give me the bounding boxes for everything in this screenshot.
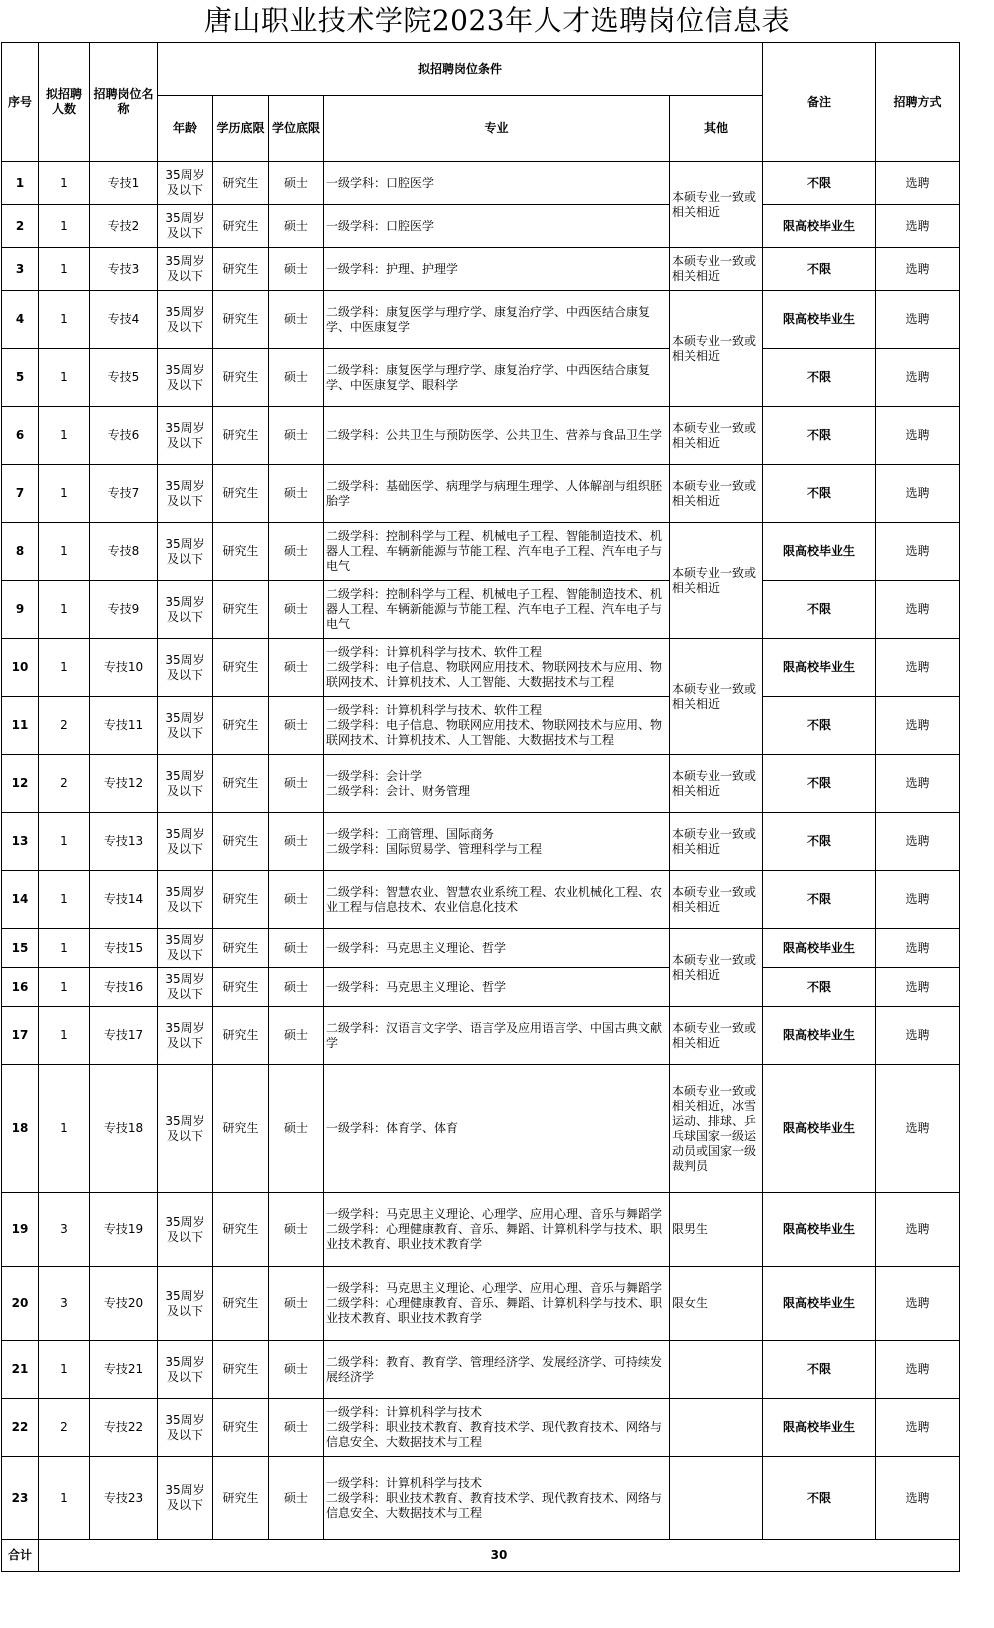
row-other: 本硕专业一致或相关相近	[670, 162, 763, 248]
table-row	[2, 248, 960, 291]
table-row	[2, 871, 960, 929]
table-row	[2, 523, 960, 581]
row-remark: 限高校毕业生	[763, 1399, 876, 1457]
row-age: 35周岁 及以下	[158, 1007, 213, 1065]
header-seq: 序号	[2, 43, 39, 162]
row-count: 1	[39, 349, 90, 407]
row-major: 一级学科：计算机科学与技术、软件工程 二级学科：电子信息、物联网应用技术、物联网技术与应用、物联网技术、计算机技术、人工智能、大数据技术与工程	[324, 697, 670, 755]
row-degree: 硕士	[269, 581, 324, 639]
row-seq: 18	[2, 1065, 39, 1193]
row-age: 35周岁 及以下	[158, 755, 213, 813]
row-other: 本硕专业一致或相关相近，冰雪运动、排球、乒乓球国家一级运动员或国家一级裁判员	[670, 1065, 763, 1193]
row-method: 选聘	[876, 523, 960, 581]
row-seq: 23	[2, 1457, 39, 1540]
row-seq: 13	[2, 813, 39, 871]
row-age: 35周岁 及以下	[158, 929, 213, 968]
row-remark: 不限	[763, 248, 876, 291]
row-count: 2	[39, 697, 90, 755]
row-remark: 限高校毕业生	[763, 639, 876, 697]
header-major: 专业	[324, 96, 670, 162]
table-row	[2, 1065, 960, 1193]
row-remark: 不限	[763, 1457, 876, 1540]
recruitment-table	[1, 42, 960, 1572]
row-post: 专技3	[90, 248, 158, 291]
row-post: 专技23	[90, 1457, 158, 1540]
table-row	[2, 291, 960, 349]
row-major: 二级学科：康复医学与理疗学、康复治疗学、中西医结合康复学、中医康复学	[324, 291, 670, 349]
row-seq: 16	[2, 968, 39, 1007]
row-method: 选聘	[876, 1399, 960, 1457]
table-row	[2, 465, 960, 523]
header-conditions: 拟招聘岗位条件	[158, 43, 763, 96]
row-post: 专技16	[90, 968, 158, 1007]
row-degree: 硕士	[269, 1267, 324, 1341]
row-count: 1	[39, 871, 90, 929]
row-remark: 不限	[763, 697, 876, 755]
row-degree: 硕士	[269, 291, 324, 349]
row-edu: 研究生	[213, 205, 269, 248]
row-count: 1	[39, 407, 90, 465]
table-row	[2, 162, 960, 205]
row-count: 1	[39, 1341, 90, 1399]
row-remark: 限高校毕业生	[763, 291, 876, 349]
row-major: 二级学科：控制科学与工程、机械电子工程、智能制造技术、机器人工程、车辆新能源与节能工程、汽车电子工程、汽车电子与电气	[324, 523, 670, 581]
table-row	[2, 929, 960, 968]
row-major: 一级学科：计算机科学与技术 二级学科：职业技术教育、教育技术学、现代教育技术、网络与信息安全、大数据技术与工程	[324, 1399, 670, 1457]
row-edu: 研究生	[213, 248, 269, 291]
row-edu: 研究生	[213, 162, 269, 205]
row-edu: 研究生	[213, 1341, 269, 1399]
row-count: 1	[39, 1065, 90, 1193]
row-edu: 研究生	[213, 523, 269, 581]
row-post: 专技7	[90, 465, 158, 523]
row-remark: 不限	[763, 349, 876, 407]
row-major: 二级学科：教育、教育学、管理经济学、发展经济学、可持续发展经济学	[324, 1341, 670, 1399]
table-row	[2, 407, 960, 465]
row-post: 专技14	[90, 871, 158, 929]
table-row	[2, 1341, 960, 1399]
row-post: 专技11	[90, 697, 158, 755]
row-major: 一级学科：马克思主义理论、心理学、应用心理、音乐与舞蹈学 二级学科：心理健康教育、音乐、舞蹈、计算机科学与技术、职业技术教育、职业技术教育学	[324, 1267, 670, 1341]
row-remark: 不限	[763, 813, 876, 871]
row-edu: 研究生	[213, 755, 269, 813]
row-age: 35周岁 及以下	[158, 349, 213, 407]
row-post: 专技5	[90, 349, 158, 407]
row-count: 1	[39, 205, 90, 248]
row-seq: 4	[2, 291, 39, 349]
row-remark: 限高校毕业生	[763, 929, 876, 968]
row-post: 专技13	[90, 813, 158, 871]
row-remark: 限高校毕业生	[763, 1007, 876, 1065]
table-row	[2, 813, 960, 871]
row-age: 35周岁 及以下	[158, 523, 213, 581]
row-other: 本硕专业一致或相关相近	[670, 291, 763, 407]
row-method: 选聘	[876, 1193, 960, 1267]
row-seq: 14	[2, 871, 39, 929]
row-seq: 11	[2, 697, 39, 755]
total-row	[2, 1540, 960, 1572]
row-method: 选聘	[876, 1341, 960, 1399]
table-row	[2, 697, 960, 755]
row-age: 35周岁 及以下	[158, 1457, 213, 1540]
row-degree: 硕士	[269, 639, 324, 697]
row-post: 专技10	[90, 639, 158, 697]
row-remark: 限高校毕业生	[763, 205, 876, 248]
header-degree: 学位底限	[269, 96, 324, 162]
row-age: 35周岁 及以下	[158, 465, 213, 523]
row-remark: 不限	[763, 465, 876, 523]
row-edu: 研究生	[213, 1007, 269, 1065]
row-degree: 硕士	[269, 1007, 324, 1065]
row-age: 35周岁 及以下	[158, 248, 213, 291]
row-degree: 硕士	[269, 813, 324, 871]
row-count: 1	[39, 523, 90, 581]
row-major: 一级学科：口腔医学	[324, 162, 670, 205]
row-degree: 硕士	[269, 523, 324, 581]
row-post: 专技20	[90, 1267, 158, 1341]
row-age: 35周岁 及以下	[158, 639, 213, 697]
row-count: 1	[39, 1457, 90, 1540]
row-seq: 9	[2, 581, 39, 639]
row-method: 选聘	[876, 465, 960, 523]
row-degree: 硕士	[269, 871, 324, 929]
row-degree: 硕士	[269, 968, 324, 1007]
row-degree: 硕士	[269, 205, 324, 248]
row-major: 一级学科：计算机科学与技术 二级学科：职业技术教育、教育技术学、现代教育技术、网络与信息安全、大数据技术与工程	[324, 1457, 670, 1540]
row-count: 1	[39, 162, 90, 205]
row-edu: 研究生	[213, 1193, 269, 1267]
row-age: 35周岁 及以下	[158, 205, 213, 248]
total-label: 合计	[2, 1540, 39, 1572]
row-seq: 10	[2, 639, 39, 697]
page-title: 唐山职业技术学院2023年人才选聘岗位信息表	[203, 4, 791, 37]
row-major: 一级学科：工商管理、国际商务 二级学科：国际贸易学、管理科学与工程	[324, 813, 670, 871]
row-age: 35周岁 及以下	[158, 813, 213, 871]
row-age: 35周岁 及以下	[158, 1399, 213, 1457]
row-remark: 不限	[763, 1341, 876, 1399]
row-post: 专技22	[90, 1399, 158, 1457]
row-degree: 硕士	[269, 1193, 324, 1267]
row-edu: 研究生	[213, 697, 269, 755]
row-edu: 研究生	[213, 407, 269, 465]
table-row	[2, 639, 960, 697]
row-method: 选聘	[876, 1457, 960, 1540]
row-other: 限女生	[670, 1267, 763, 1341]
row-method: 选聘	[876, 871, 960, 929]
row-other: 本硕专业一致或相关相近	[670, 523, 763, 639]
row-age: 35周岁 及以下	[158, 871, 213, 929]
header-row-1	[2, 43, 960, 96]
header-edu: 学历底限	[213, 96, 269, 162]
row-seq: 8	[2, 523, 39, 581]
row-count: 1	[39, 581, 90, 639]
row-other	[670, 1399, 763, 1457]
table-row	[2, 1457, 960, 1540]
row-degree: 硕士	[269, 248, 324, 291]
row-count: 1	[39, 929, 90, 968]
row-remark: 不限	[763, 871, 876, 929]
header-age: 年龄	[158, 96, 213, 162]
row-seq: 2	[2, 205, 39, 248]
row-age: 35周岁 及以下	[158, 1065, 213, 1193]
row-degree: 硕士	[269, 1399, 324, 1457]
row-count: 1	[39, 639, 90, 697]
row-major: 二级学科：控制科学与工程、机械电子工程、智能制造技术、机器人工程、车辆新能源与节能工程、汽车电子工程、汽车电子与电气	[324, 581, 670, 639]
row-post: 专技19	[90, 1193, 158, 1267]
row-method: 选聘	[876, 1267, 960, 1341]
row-seq: 20	[2, 1267, 39, 1341]
row-method: 选聘	[876, 968, 960, 1007]
row-degree: 硕士	[269, 697, 324, 755]
row-other: 本硕专业一致或相关相近	[670, 248, 763, 291]
row-degree: 硕士	[269, 929, 324, 968]
row-age: 35周岁 及以下	[158, 1341, 213, 1399]
row-remark: 不限	[763, 755, 876, 813]
row-edu: 研究生	[213, 291, 269, 349]
row-edu: 研究生	[213, 813, 269, 871]
row-count: 2	[39, 755, 90, 813]
row-remark: 不限	[763, 162, 876, 205]
header-remark: 备注	[763, 43, 876, 162]
row-other: 本硕专业一致或相关相近	[670, 639, 763, 755]
row-method: 选聘	[876, 929, 960, 968]
row-other: 本硕专业一致或相关相近	[670, 465, 763, 523]
row-major: 一级学科：计算机科学与技术、软件工程 二级学科：电子信息、物联网应用技术、物联网技术与应用、物联网技术、计算机技术、人工智能、大数据技术与工程	[324, 639, 670, 697]
row-post: 专技12	[90, 755, 158, 813]
row-edu: 研究生	[213, 1457, 269, 1540]
row-degree: 硕士	[269, 407, 324, 465]
row-major: 一级学科：护理、护理学	[324, 248, 670, 291]
row-seq: 6	[2, 407, 39, 465]
row-post: 专技1	[90, 162, 158, 205]
row-post: 专技17	[90, 1007, 158, 1065]
row-other: 本硕专业一致或相关相近	[670, 1007, 763, 1065]
row-seq: 12	[2, 755, 39, 813]
row-method: 选聘	[876, 407, 960, 465]
row-age: 35周岁 及以下	[158, 1267, 213, 1341]
row-count: 3	[39, 1193, 90, 1267]
row-post: 专技4	[90, 291, 158, 349]
row-post: 专技15	[90, 929, 158, 968]
row-edu: 研究生	[213, 1267, 269, 1341]
row-edu: 研究生	[213, 639, 269, 697]
row-major: 二级学科：公共卫生与预防医学、公共卫生、营养与食品卫生学	[324, 407, 670, 465]
row-other	[670, 1341, 763, 1399]
row-other: 本硕专业一致或相关相近	[670, 407, 763, 465]
row-method: 选聘	[876, 1007, 960, 1065]
row-degree: 硕士	[269, 349, 324, 407]
row-method: 选聘	[876, 248, 960, 291]
row-edu: 研究生	[213, 1065, 269, 1193]
total-value: 30	[39, 1540, 960, 1572]
row-count: 1	[39, 968, 90, 1007]
row-count: 1	[39, 465, 90, 523]
row-edu: 研究生	[213, 465, 269, 523]
row-count: 1	[39, 291, 90, 349]
row-method: 选聘	[876, 581, 960, 639]
row-seq: 15	[2, 929, 39, 968]
row-degree: 硕士	[269, 1065, 324, 1193]
table-row	[2, 349, 960, 407]
row-method: 选聘	[876, 162, 960, 205]
row-seq: 7	[2, 465, 39, 523]
row-remark: 限高校毕业生	[763, 523, 876, 581]
row-edu: 研究生	[213, 929, 269, 968]
row-post: 专技18	[90, 1065, 158, 1193]
row-post: 专技2	[90, 205, 158, 248]
header-post: 招聘岗位名称	[90, 43, 158, 162]
row-method: 选聘	[876, 1065, 960, 1193]
table-row	[2, 1007, 960, 1065]
row-age: 35周岁 及以下	[158, 697, 213, 755]
row-age: 35周岁 及以下	[158, 968, 213, 1007]
table-row	[2, 968, 960, 1007]
row-seq: 17	[2, 1007, 39, 1065]
row-edu: 研究生	[213, 581, 269, 639]
row-age: 35周岁 及以下	[158, 581, 213, 639]
row-method: 选聘	[876, 697, 960, 755]
table-row	[2, 205, 960, 248]
row-post: 专技8	[90, 523, 158, 581]
row-age: 35周岁 及以下	[158, 162, 213, 205]
row-method: 选聘	[876, 349, 960, 407]
row-method: 选聘	[876, 813, 960, 871]
row-edu: 研究生	[213, 871, 269, 929]
row-seq: 22	[2, 1399, 39, 1457]
row-edu: 研究生	[213, 349, 269, 407]
row-other: 本硕专业一致或相关相近	[670, 813, 763, 871]
row-remark: 不限	[763, 407, 876, 465]
header-other: 其他	[670, 96, 763, 162]
row-remark: 不限	[763, 968, 876, 1007]
row-degree: 硕士	[269, 1341, 324, 1399]
row-edu: 研究生	[213, 968, 269, 1007]
row-edu: 研究生	[213, 1399, 269, 1457]
row-age: 35周岁 及以下	[158, 1193, 213, 1267]
row-major: 一级学科：会计学 二级学科：会计、财务管理	[324, 755, 670, 813]
row-count: 2	[39, 1399, 90, 1457]
row-degree: 硕士	[269, 465, 324, 523]
row-major: 二级学科：康复医学与理疗学、康复治疗学、中西医结合康复学、中医康复学、眼科学	[324, 349, 670, 407]
row-method: 选聘	[876, 291, 960, 349]
row-count: 1	[39, 1007, 90, 1065]
row-seq: 1	[2, 162, 39, 205]
row-seq: 21	[2, 1341, 39, 1399]
table-row	[2, 1267, 960, 1341]
row-other: 本硕专业一致或相关相近	[670, 871, 763, 929]
row-other: 限男生	[670, 1193, 763, 1267]
row-seq: 3	[2, 248, 39, 291]
row-post: 专技6	[90, 407, 158, 465]
row-seq: 5	[2, 349, 39, 407]
table-row	[2, 1399, 960, 1457]
table-row	[2, 1193, 960, 1267]
row-major: 二级学科：基础医学、病理学与病理生理学、人体解剖与组织胚胎学	[324, 465, 670, 523]
row-remark: 限高校毕业生	[763, 1193, 876, 1267]
row-major: 一级学科：体育学、体育	[324, 1065, 670, 1193]
row-major: 二级学科：智慧农业、智慧农业系统工程、农业机械化工程、农业工程与信息技术、农业信息化技术	[324, 871, 670, 929]
row-other: 本硕专业一致或相关相近	[670, 929, 763, 1007]
row-major: 一级学科：马克思主义理论、哲学	[324, 929, 670, 968]
row-remark: 不限	[763, 581, 876, 639]
row-remark: 限高校毕业生	[763, 1065, 876, 1193]
row-age: 35周岁 及以下	[158, 407, 213, 465]
row-age: 35周岁 及以下	[158, 291, 213, 349]
row-remark: 限高校毕业生	[763, 1267, 876, 1341]
row-method: 选聘	[876, 639, 960, 697]
row-post: 专技21	[90, 1341, 158, 1399]
row-major: 一级学科：口腔医学	[324, 205, 670, 248]
row-seq: 19	[2, 1193, 39, 1267]
row-degree: 硕士	[269, 162, 324, 205]
row-method: 选聘	[876, 755, 960, 813]
row-major: 一级学科：马克思主义理论、心理学、应用心理、音乐与舞蹈学 二级学科：心理健康教育、音乐、舞蹈、计算机科学与技术、职业技术教育、职业技术教育学	[324, 1193, 670, 1267]
row-other: 本硕专业一致或相关相近	[670, 755, 763, 813]
table-row	[2, 581, 960, 639]
row-other	[670, 1457, 763, 1540]
header-count: 拟招聘人数	[39, 43, 90, 162]
row-count: 1	[39, 248, 90, 291]
row-major: 二级学科：汉语言文字学、语言学及应用语言学、中国古典文献学	[324, 1007, 670, 1065]
row-post: 专技9	[90, 581, 158, 639]
row-degree: 硕士	[269, 755, 324, 813]
row-method: 选聘	[876, 205, 960, 248]
row-degree: 硕士	[269, 1457, 324, 1540]
row-major: 一级学科：马克思主义理论、哲学	[324, 968, 670, 1007]
row-count: 1	[39, 813, 90, 871]
row-count: 3	[39, 1267, 90, 1341]
table-row	[2, 755, 960, 813]
header-method: 招聘方式	[876, 43, 960, 162]
